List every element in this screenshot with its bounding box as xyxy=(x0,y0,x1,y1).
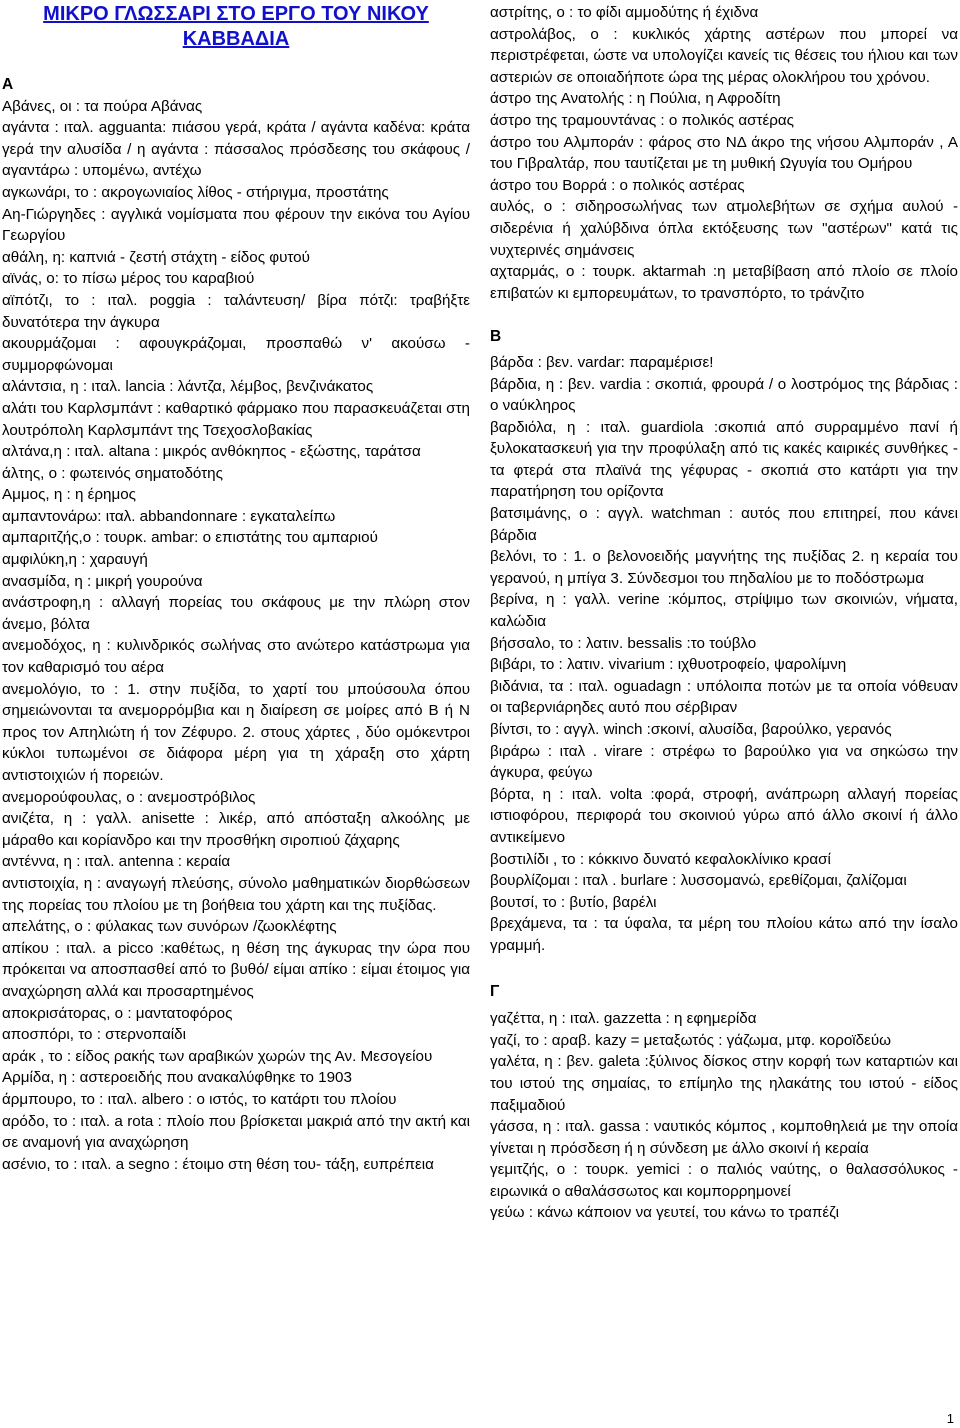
glossary-entry: ανεμοδόχος, η : κυλινδρικός σωλήνας στο ανώτερο κατάστρωμα για τον καθαρισμό του αέρα xyxy=(2,637,470,677)
right-entries-b xyxy=(490,352,958,957)
glossary-entry: άστρο της τραμουντάνας : ο πολικός αστέρας xyxy=(490,111,794,129)
glossary-entry: αυλός, ο : σιδηροσωλήνας των ατμολεβήτων σε σχήμα αυλού - σιδερένια ή χαλύβδινα όπλα εκτόξευσης των "αστέρων" κατά τις νυχτερινές σημάνσεις xyxy=(490,198,958,259)
glossary-entry: γαλέτα, η : βεν. galeta :ξύλινος δίσκος στην κορφή των καταρτιών και του ιστού της σημαίας, το επίμηλο της ηλακάτης του ιστού - είδος παξιμαδιού xyxy=(490,1053,958,1114)
glossary-entry: αλάντσια, η : ιταλ. lancia : λάντζα, λέμβος, βενζινάκατος xyxy=(2,378,374,396)
section-letter-b: Β xyxy=(490,328,502,346)
document-title: ΜΙΚΡΟ ΓΛΩΣΣΑΡΙ ΣΤΟ ΕΡΓΟ ΤΟΥ ΝΙΚΟΥ ΚΑΒΒΑΔΙΑ xyxy=(43,3,429,50)
glossary-entry: ανεμορούφουλας, ο : ανεμοστρόβιλος xyxy=(2,788,256,806)
glossary-entry: ακουρμάζομαι : αφουγκράζομαι, προσπαθώ ν' ακούσω - συμμορφώνομαι xyxy=(2,335,470,374)
glossary-entry: βελόνι, το : 1. ο βελονοειδής μαγνήτης της πυξίδας 2. η κεραία του γερανού, η μπίγα 3. Σύνδεσμοι του πηδαλίου με το ποδόστρωμα xyxy=(490,548,958,587)
right-entries-a xyxy=(490,2,958,304)
glossary-entry: γεμιτζής, ο : τουρκ. yemici : ο παλιός ναύτης, ο θαλασσόλυκος - ειρωνικά ο αθαλάσσωτος και κομπορρημονεί xyxy=(490,1161,958,1200)
page-number: 1 xyxy=(946,1411,954,1426)
glossary-entry: αμπαντονάρω: ιταλ. abbandonnare : εγκαταλείπω xyxy=(2,507,336,525)
section-letter-g: Γ xyxy=(490,982,500,1000)
glossary-entry: αλάτι του Καρλσμπάντ : καθαρτικό φάρμακο που παρασκευάζεται στη λουτρόπολη Καρλσμπάντ της Τσεχοσλοβακίας xyxy=(2,399,470,439)
glossary-entry: βερίνα, η : γαλλ. verine :κόμπος, στρίψιμο των σκοινιών, νήματα, καλώδια xyxy=(490,591,958,631)
glossary-entry: ανάστροφη,η : αλλαγή πορείας του σκάφους με την πλώρη στον άνεμο, βόλτα xyxy=(2,594,470,633)
glossary-entry: αντέννα, η : ιταλ. antenna : κεραία xyxy=(2,853,231,871)
glossary-entry: βίντσι, το : αγγλ. winch :σκοινί, αλυσίδα, βαρούλκο, γερανός xyxy=(490,721,892,738)
glossary-entry: αντιστοιχία, η : αναγωγή πλεύσης, σύνολο μαθηματικών διορθώσεων της πορείας του πλοίου με τη βοήθεια του χάρτη και της πυξίδας. xyxy=(2,874,470,914)
glossary-entry: αποσπόρι, το : στερνοπαίδι xyxy=(2,1026,186,1044)
glossary-entry: αγκωνάρι, το : ακρογωνιαίος λίθος - στήριγμα, προστάτης xyxy=(2,183,389,201)
glossary-entry: αρόδο, το : ιταλ. a rota : πλοίο που βρίσκεται μακριά από την ακτή και σε αναμονή για αναχώρηση xyxy=(2,1112,470,1152)
glossary-entry: αμπαριτζής,ο : τουρκ. ambar: ο επιστάτης του αμπαριού xyxy=(2,529,378,547)
right-entries-g xyxy=(490,1008,958,1224)
glossary-entry: αποκρισάτορας, ο : μαντατοφόρος xyxy=(2,1004,233,1022)
glossary-entry: αϊνάς, ο: το πίσω μέρος του καραβιού xyxy=(2,270,255,288)
glossary-entry: βιράρω : ιταλ . virare : στρέφω το βαρούλκο για να σηκώσω την άγκυρα, φεύγω xyxy=(490,742,958,782)
glossary-entry: απίκου : ιταλ. a picco :καθέτως, η θέση της άγκυρας την ώρα που πρόκειται να αποσπασθεί από το βυθό/ είμαι απίκο : είμαι έτοιμος για αναχώρηση αλλά και προσαρτημένος xyxy=(2,939,470,1000)
glossary-entry: γεύω : κάνω κάποιον να γευτεί, του κάνω το τραπέζι xyxy=(490,1204,839,1222)
glossary-entry: βρεχάμενα, τα : τα ύφαλα, τα μέρη του πλοίου κάτω από την ίσαλο γραμμή. xyxy=(490,915,958,954)
section-letter-a: Α xyxy=(2,76,14,93)
glossary-entry: αθάλη, η: καπνιά - ζεστή στάχτη - είδος φυτού xyxy=(2,248,310,266)
left-column xyxy=(2,2,470,1175)
glossary-entry: βουτσί, το : βυτίο, βαρέλι xyxy=(490,893,657,911)
glossary-entry: αστρολάβος, ο : κυκλικός χάρτης αστέρων που μπορεί να περιστρέφεται, ώστε να υπολογίζει κανείς τις θέσεις του ήλιου και των αστεριών σε οποιαδήποτε ώρα της μέρας ολοκλήρου του χρόνου. xyxy=(490,25,958,86)
glossary-entry: βόρτα, η : ιταλ. volta :φορά, στροφή, ανάπρωρη αλλαγή πορείας ιστιοφόρου, περιφορά του σκοινιού γύρω από άλλο σκοινί ή άλλο αντικείμενο xyxy=(490,785,958,846)
glossary-entry: Αρμίδα, η : αστεροειδής που ανακαλύφθηκε το 1903 xyxy=(2,1069,352,1087)
glossary-entry: ανασμίδα, η : μικρή γουρούνα xyxy=(2,572,203,590)
glossary-entry: βουρλίζομαι : ιταλ . burlare : λυσσομανώ, ερεθίζομαι, ζαλίζομαι xyxy=(490,872,907,890)
glossary-entry: αγάντα : ιταλ. agguanta: πιάσου γερά, κράτα / αγάντα καδένα: κράτα γερά την αλυσίδα / η αγάντα : πάσσαλος πρόσδεσης του σκάφους /αγαντάρω : υπομένω, αντέχω xyxy=(2,119,470,180)
glossary-entry: άστρο του Βορρά : ο πολικός αστέρας xyxy=(490,176,745,194)
glossary-entry: βιβάρι, το : λατιν. vivarium : ιχθυοτροφείο, ψαρολίμνη xyxy=(490,656,847,674)
glossary-entry: άλτης, ο : φωτεινός σηματοδότης xyxy=(2,464,223,482)
glossary-entry: γάσσα, η : ιταλ. gassa : ναυτικός κόμπος , κομποθηλειά με την οποία γίνεται η πρόσδεση ή η σύνδεση με άλλο σκοινί ή κεραία xyxy=(490,1118,958,1157)
left-entries xyxy=(2,96,470,1176)
glossary-entry: αμφιλύκη,η : χαραυγή xyxy=(2,551,148,569)
glossary-entry: αχταρμάς, ο : τουρκ. aktarmah :η μεταβίβαση από πλοίο σε πλοίο επιβατών κι εμπορευμάτων, το τρανσπόρτο, το τράνζιτο xyxy=(490,263,958,302)
glossary-entry: βάρδα : βεν. vardar: παραμέρισε! xyxy=(490,353,714,371)
glossary-entry: άστρο του Αλμποράν : φάρος στο ΝΔ άκρο της νήσου Αλμποράν , Α του Γιβραλτάρ, που ταυτίζεται με τη μυθική Ωγυγία του Ομήρου xyxy=(490,133,958,173)
glossary-entry: βιδάνια, τα : ιταλ. oguadagn : υπόλοιπα ποτών με τα οποία νόθευαν οι ταβερνιάρηδες αυτό που σέρβιραν xyxy=(490,677,958,717)
glossary-entry: άστρο της Ανατολής : η Πούλια, η Αφροδίτη xyxy=(490,90,781,108)
glossary-entry: βήσσαλο, το : λατιν. bessalis :το τούβλο xyxy=(490,634,757,652)
glossary-entry: Αμμος, η : η έρημος xyxy=(2,486,136,504)
glossary-entry: αλτάνα,η : ιταλ. altana : μικρός ανθόκηπος - εξώστης, ταράτσα xyxy=(2,443,421,461)
glossary-entry: αστρίτης, ο : το φίδι αμμοδύτης ή έχιδνα xyxy=(490,4,759,21)
glossary-entry: ασένιο, το : ιταλ. a segno : έτοιμο στη θέση του- τάξη, ευπρέπεια xyxy=(2,1155,434,1173)
glossary-entry: βοστιλίδι , το : κόκκινο δυνατό κεφαλοκλίνικο κρασί xyxy=(490,850,831,868)
glossary-entry: Αη-Γιώργηδες : αγγλικά νομίσματα που φέρουν την εικόνα του Αγίου Γεωργίου xyxy=(2,205,470,245)
right-column xyxy=(490,2,958,1224)
glossary-entry: βατσιμάνης, ο : αγγλ. watchman : αυτός που επιτηρεί, που κάνει βάρδια xyxy=(490,505,958,544)
glossary-entry: βαρδιόλα, η : ιταλ. guardiola :σκοπιά από συρραμμένο πανί ή ξυλοκατασκευή για την προφύλαξη από τις κακές καιρικές συνθήκες - τα φτερά στα πλαϊνά της γέφυρας - σκοπιά στο κατάρτι για την παρατήρηση του ορίζοντα xyxy=(490,418,958,501)
glossary-entry: Αβάνες, οι : τα πούρα Αβάνας xyxy=(2,97,203,115)
glossary-entry: βάρδια, η : βεν. vardia : σκοπιά, φρουρά / ο λοστρόμος της βάρδιας : ο ναύκληρος xyxy=(490,375,958,415)
glossary-entry: γαζέττα, η : ιταλ. gazzetta : η εφημερίδα xyxy=(490,1010,757,1028)
glossary-entry: άρμπουρο, το : ιταλ. albero : ο ιστός, το κατάρτι του πλοίου xyxy=(2,1090,397,1108)
glossary-entry: ανεμολόγιο, το : 1. στην πυξίδα, το χαρτί του μπούσουλα όπου σημειώνονται τα ανεμορρόμβια και η διαίρεση σε μοίρες από Β ή Ν προς τον Απηλιώτη ή τον Ζέφυρο. 2. στους χάρτες , δύο ομόκεντροι κύκλοι τυπωμένοι σε διάφορα μέρη για τη χάραξη στο χάρτη αντιστοιχιών ή πορειών. xyxy=(2,680,470,784)
glossary-entry: ανιζέτα, η : γαλλ. anisette : λικέρ, από απόσταξη αλκοόλης με μάραθο και κορίανδρο και την προσθήκη σιροπιού ζάχαρης xyxy=(2,810,470,849)
glossary-entry: γαζί, το : αραβ. kazy = μεταξωτός : γάζωμα, μτφ. κοροϊδεύω xyxy=(490,1031,892,1049)
glossary-entry: απελάτης, ο : φύλακας των συνόρων /ζωοκλέφτης xyxy=(2,918,337,936)
glossary-entry: αϊπότζι, το : ιταλ. poggia : ταλάντευση/ βίρα πότζι: τραβήξτε δυνατότερα την άγκυρα xyxy=(2,291,470,331)
glossary-entry: αράκ , το : είδος ρακής των αραβικών χωρών της Αν. Μεσογείου xyxy=(2,1047,433,1065)
